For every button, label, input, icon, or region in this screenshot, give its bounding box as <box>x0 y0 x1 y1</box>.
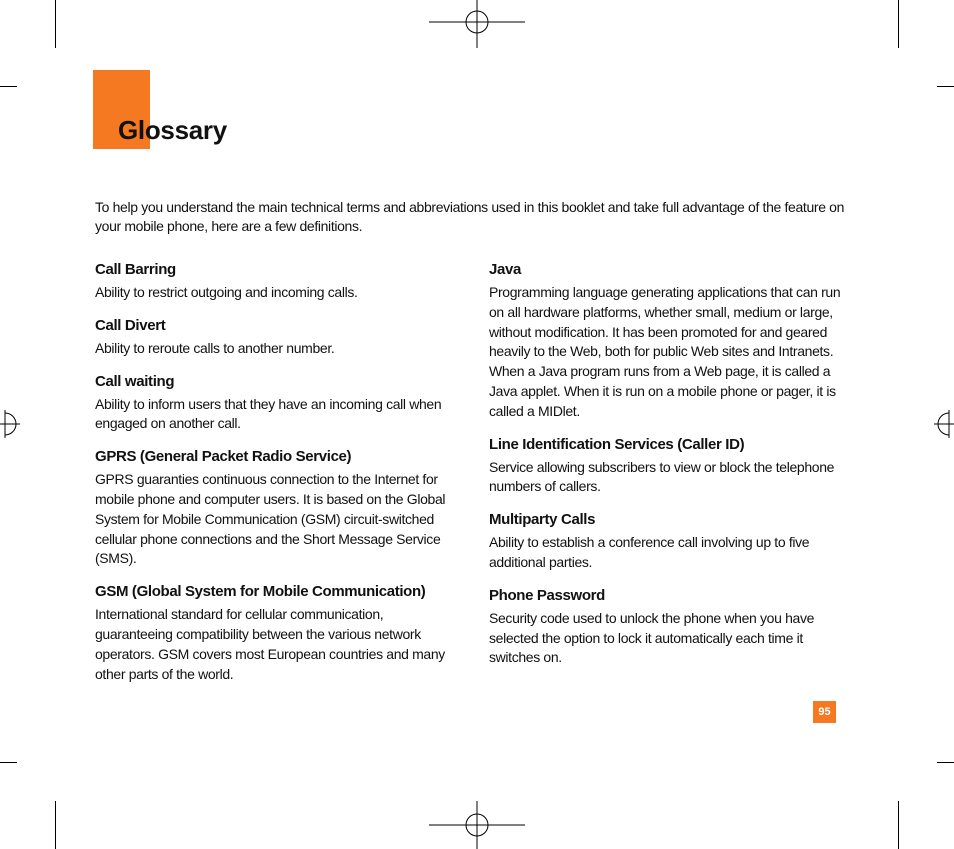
term-name: Call Barring <box>95 261 176 278</box>
glossary-entry-call-waiting <box>95 372 451 435</box>
crop-mark-bottom-right-horizontal <box>937 762 954 763</box>
term-name: Call Divert <box>95 316 166 334</box>
page-number-badge: 95 <box>813 701 836 723</box>
intro-paragraph: To help you understand the main technical terms and abbreviations used in this booklet and take full advantage of the feature on your mobile phone, here are a few definitions. <box>95 199 845 234</box>
term-name: Phone Password <box>489 586 605 604</box>
crop-mark-bottom-left-vertical <box>55 801 56 849</box>
glossary-entry-multiparty-calls <box>489 510 841 573</box>
glossary-left-column <box>95 260 451 697</box>
term-definition: Programming language generating applications that can run on all hardware platforms, whether small, medium or large, without modification. It has been promoted for and geared heavily to the Web, both for public Web sites and Intranets. When a Java program runs from a Web page, it is called a Java applet. When it is run on a mobile phone or pager, it is called a MIDlet. <box>489 284 841 419</box>
term-definition: Ability to inform users that they have an incoming call when engaged on another call. <box>95 395 442 432</box>
crop-mark-bottom-left-horizontal <box>0 762 17 763</box>
registration-mark-left-icon <box>0 404 20 444</box>
glossary-entry-caller-id <box>489 435 841 498</box>
term-name: GSM (Global System for Mobile Communication) <box>95 583 426 601</box>
registration-mark-top-icon <box>429 0 525 48</box>
glossary-entry-call-barring <box>95 260 451 303</box>
term-definition: International standard for cellular communication, guaranteeing compatibility between the various network operators. GSM covers most European countries and many other parts of the world. <box>95 606 445 682</box>
crop-mark-top-right-vertical <box>898 0 899 48</box>
term-name: GPRS (General Packet Radio Service) <box>95 448 352 466</box>
glossary-entry-phone-password <box>489 586 841 668</box>
crop-mark-bottom-right-vertical <box>898 801 899 849</box>
registration-mark-bottom-icon <box>429 801 525 849</box>
term-name: Multiparty Calls <box>489 511 596 529</box>
crop-mark-top-left-horizontal <box>0 86 17 87</box>
glossary-right-column <box>489 260 841 681</box>
term-name: Line Identification Services (Caller ID) <box>489 435 745 453</box>
term-name: Java <box>489 261 521 278</box>
page-title: Glossary <box>118 115 227 145</box>
term-definition: Service allowing subscribers to view or block the telephone numbers of callers. <box>489 458 835 495</box>
term-definition: Security code used to unlock the phone when you have selected the option to lock it automatically each time it switches on. <box>489 609 815 666</box>
registration-mark-right-icon <box>934 404 954 444</box>
term-definition: Ability to establish a conference call involving up to five additional parties. <box>489 534 810 570</box>
term-name: Call waiting <box>95 372 175 390</box>
term-definition: Ability to restrict outgoing and incoming calls. <box>95 284 358 300</box>
crop-mark-top-right-horizontal <box>937 86 954 87</box>
crop-mark-top-left-vertical <box>55 0 56 48</box>
glossary-entry-gprs <box>95 447 451 569</box>
glossary-entry-call-divert <box>95 316 451 359</box>
glossary-entry-gsm <box>95 582 451 684</box>
glossary-entry-java <box>489 260 841 422</box>
term-definition: Ability to reroute calls to another number. <box>95 339 335 356</box>
term-definition: GPRS guaranties continuous connection to the Internet for mobile phone and computer users. It is based on the Global System for Mobile Communication (GSM) circuit-switched cellular phone connections and the Short Message Service (SMS). <box>95 471 446 567</box>
